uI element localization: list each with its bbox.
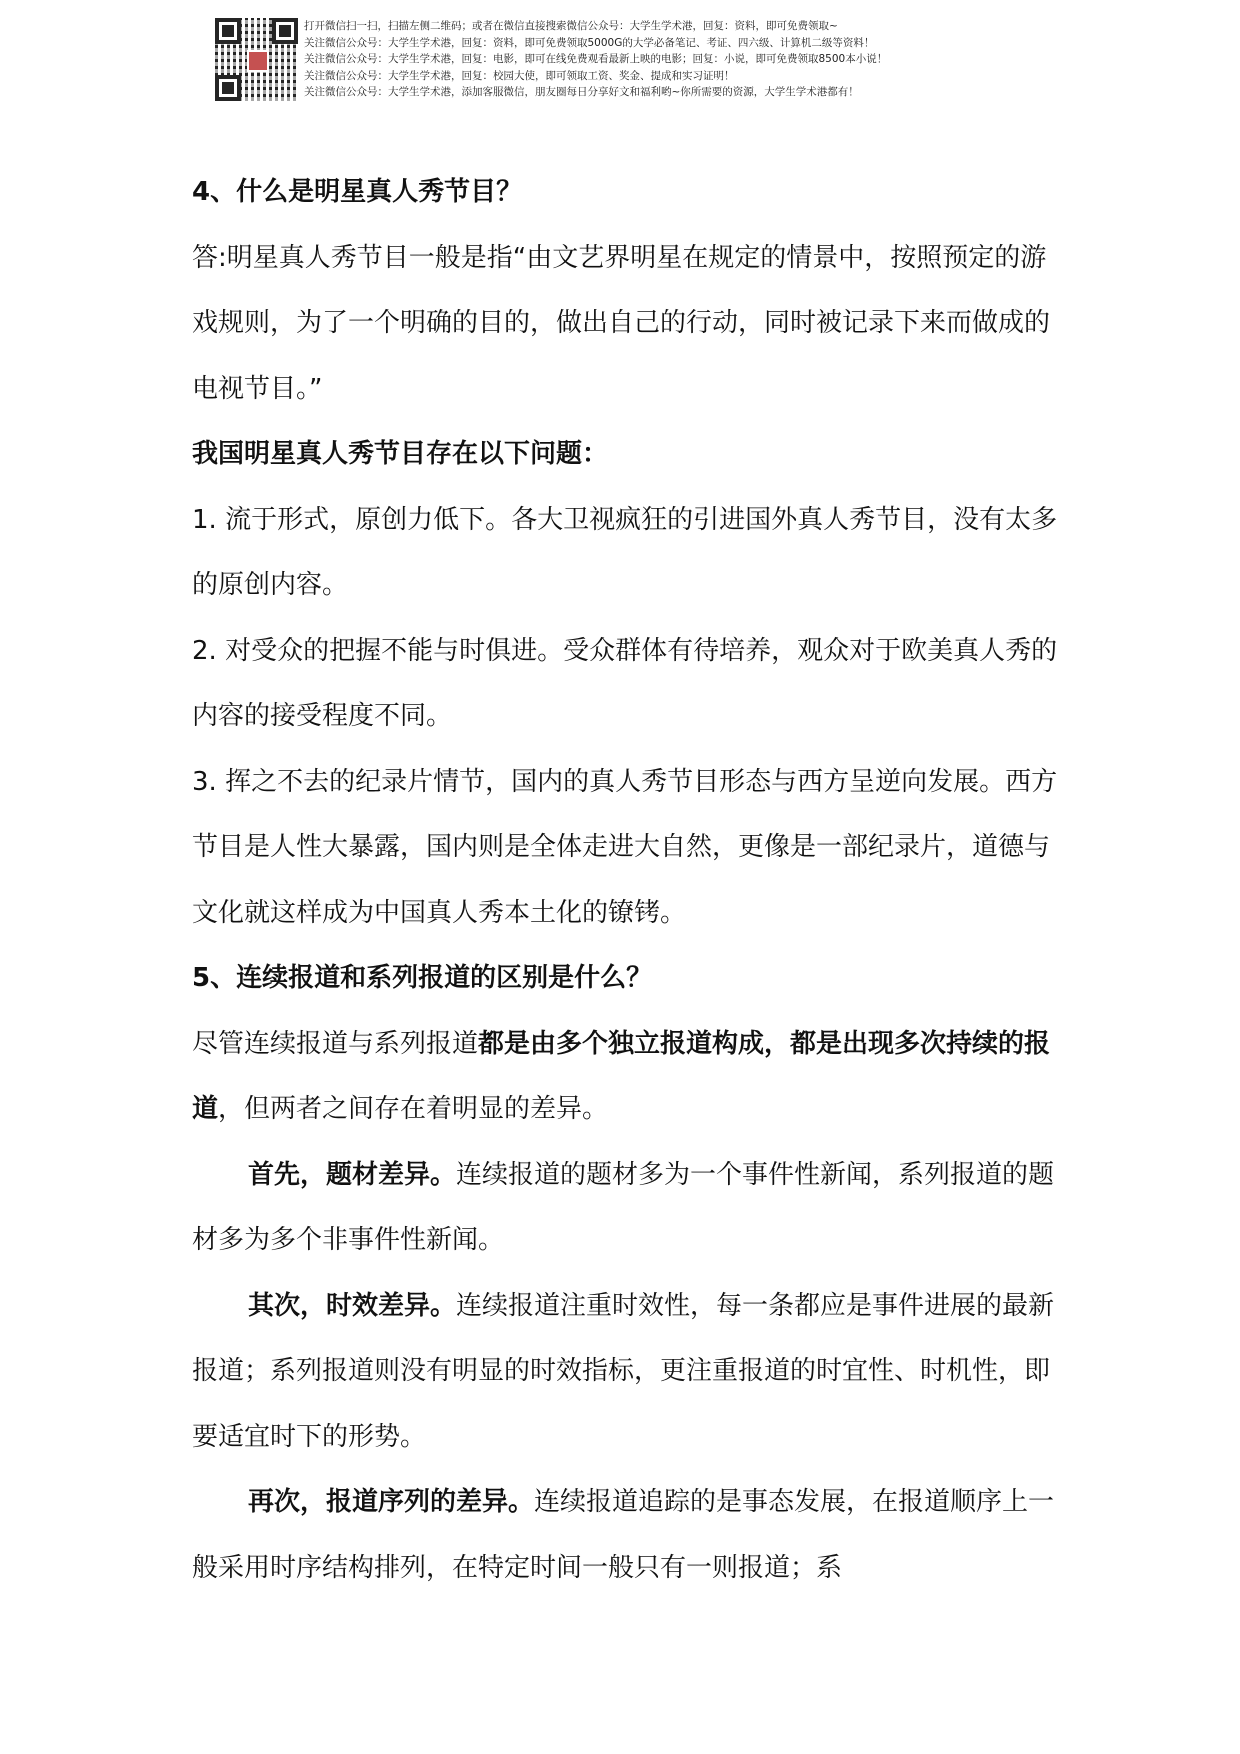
text: 连续报道追踪的是事态发展，在报道顺序上一般采用时序结构排列，在特定时间一般只有一则报道；系: [192, 1487, 1055, 1583]
answer-paragraph: 答:明星真人秀节目一般是指“由文艺界明星在规定的情景中，按照预定的游戏规则，为了一个明确的目的，做出自己的行动，同时被记录下来而做成的电视节目。”: [192, 242, 1051, 404]
question-4-heading: 4、什么是明星真人秀节目？: [192, 177, 523, 207]
paragraph: [192, 1274, 1062, 1471]
text: 连续报道的题材多为一个事件性新闻，系列报道的题材多为多个非事件性新闻。: [192, 1159, 1055, 1255]
qr-logo: [247, 50, 269, 72]
intro-paragraph: [192, 1012, 1062, 1143]
bold-lead: 首先，题材差异。: [248, 1159, 457, 1190]
list-item: 2. 对受众的把握不能与时俱进。受众群体有待培养，观众对于欧美真人秀的内容的接受程度不同。: [192, 635, 1058, 731]
bold-lead: 再次，报道序列的差异。: [248, 1487, 535, 1517]
bold-text: 都是由多个独立报道构成，都是出现多次持续的报道: [192, 1028, 1051, 1124]
list-item: 1. 流于形式，原创力低下。各大卫视疯狂的引进国外真人秀节目，没有太多的原创内容。: [192, 504, 1058, 600]
paragraph: [192, 1470, 1062, 1601]
text: ，但两者之间存在着明显的差异。: [218, 1094, 609, 1124]
list-item: 3. 挥之不去的纪录片情节，国内的真人秀节目形态与西方呈逆向发展。西方节目是人性大暴露，国内则是全体走进大自然，更像是一部纪录片，道德与文化就这样成为中国真人秀本土化的镣铐。: [192, 766, 1058, 928]
paragraph: [192, 1143, 1062, 1274]
header-line: 关注微信公众号：大学生学术港，回复：校园大使，即可领取工资、奖金、提成和实习证明！: [304, 69, 735, 82]
question-5-heading: 5、连续报道和系列报道的区别是什么？: [192, 963, 653, 993]
subheading: 我国明星真人秀节目存在以下问题：: [192, 439, 609, 469]
document-body: [192, 160, 1062, 1601]
text: 连续报道注重时效性，每一条都应是事件进展的最新报道；系列报道则没有明显的时效指标，更注重报道的时宜性、时机性，即要适宜时下的形势。: [192, 1290, 1055, 1452]
header-line: 关注微信公众号：大学生学术港，添加客服微信，朋友圈每日分享好文和福利哟~你所需要的资源，大学生学术港都有！: [304, 86, 859, 98]
bold-lead: 其次，时效差异。: [248, 1290, 457, 1321]
text: 尽管连续报道与系列报道: [192, 1028, 479, 1059]
header-line: 关注微信公众号：大学生学术港，回复：资料，即可免费领取5000G的大学必备笔记、考证、四六级、计算机二级等资料！: [304, 36, 875, 49]
header-line: 打开微信扫一扫，扫描左侧二维码；或者在微信直接搜索微信公众号：大学生学术港，回复：资料，即可免费领取~: [304, 20, 838, 32]
qr-code[interactable]: [215, 18, 298, 101]
promo-header: [215, 18, 887, 101]
header-line: 关注微信公众号：大学生学术港，回复：电影，即可在线免费观看最新上映的电影；回复：小说，即可免费领取8500本小说！: [304, 53, 888, 65]
